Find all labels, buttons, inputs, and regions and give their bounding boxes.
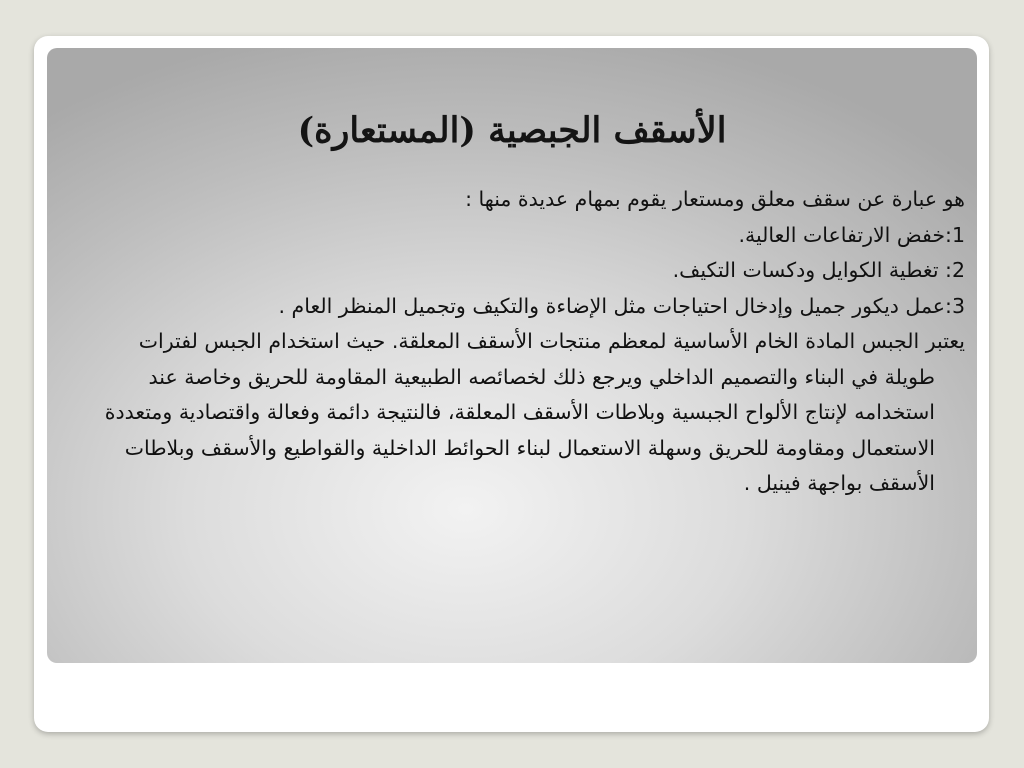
list-item-2: 2: تغطية الكوايل ودكسات التكيف.: [672, 258, 965, 282]
intro-paragraph: هو عبارة عن سقف معلق ومستعار يقوم بمهام عديدة منها :: [465, 187, 965, 211]
list-item-3: 3:عمل ديكور جميل وإدخال احتياجات مثل الإضاءة والتكيف وتجميل المنظر العام .: [278, 293, 965, 318]
slide-title: الأسقف الجبصية (المستعارة): [297, 110, 727, 151]
slide: [47, 48, 977, 663]
slide-body: [97, 182, 965, 502]
description-paragraph: يعتبر الجبس المادة الخام الأساسية لمعظم منتجات الأسقف المعلقة. حيث استخدام الجبس لفترات طويلة في البناء والتصميم الداخلي ويرجع ذلك لخصائصه الطبيعية المقاومة للحريق وخاصة عند استخدامه لإنتاج الألواح الجبسية وبلاطات الأسقف المعلقة، فالنتيجة دائمة وفعالة واقتصادية ومتعددة الاستعمال ومقاومة للحريق وسهلة الاستعمال لبناء الحوائط الداخلية والقواطيع والأسقف وبلاطات الأسقف بواجهة فينيل .: [104, 329, 965, 495]
list-item-1: 1:خفض الارتفاعات العالية.: [738, 222, 965, 247]
